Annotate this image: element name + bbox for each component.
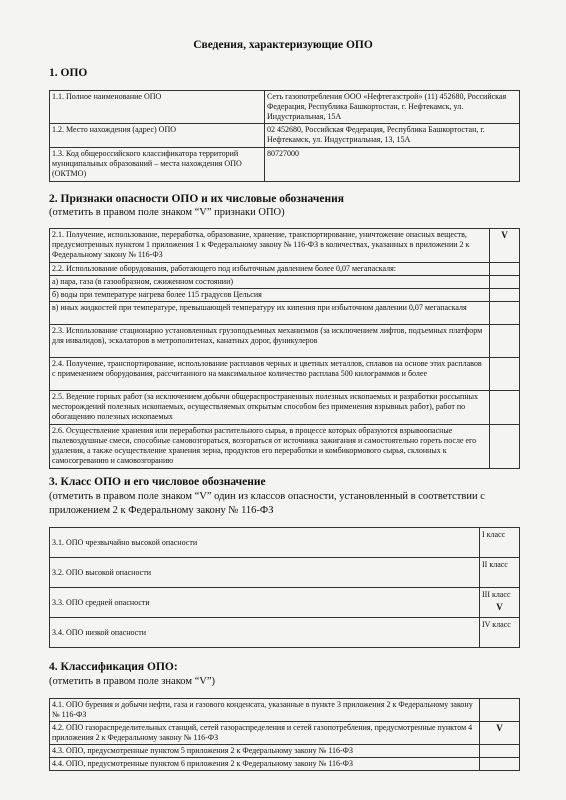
row-text: в) иных жидкостей при температуре, превышающей температуру их кипения при избыточном давлении 0,07 мегапаскаля — [50, 302, 490, 325]
check-mark — [490, 276, 520, 289]
row-text: 2.2. Использование оборудования, работающего под избыточным давлением более 0,07 мегапаскаля: — [50, 263, 490, 276]
table-row — [50, 528, 520, 558]
row-text: 2.1. Получение, использование, переработка, образование, хранение, транспортирование, уничтожение опасных веществ, предусмотренных пунктом 1 приложения 1 к Федеральному закону № 116-ФЗ в количествах, указанных в приложении 2 к Федеральному закону № 116-ФЗ — [50, 229, 490, 263]
section-2-table — [49, 228, 520, 469]
table-row — [50, 263, 520, 276]
row-label: 1.2. Место нахождения (адрес) ОПО — [50, 124, 265, 148]
row-text: 4.3. ОПО, предусмотренные пунктом 5 приложения 2 к Федеральному закону № 116-ФЗ — [50, 745, 480, 758]
check-mark — [490, 263, 520, 276]
row-text: б) воды при температуре нагрева более 115 градусов Цельсия — [50, 289, 490, 302]
table-row — [50, 358, 520, 391]
row-text: 4.2. ОПО газораспределительных станций, сетей газораспределения и сетей газопотребления, предусмотренные пунктом 4 приложения 2 к Федеральному закону № 116-ФЗ — [50, 722, 480, 745]
row-text: 2.4. Получение, транспортирование, использование расплавов черных и цветных металлов, сплавов на основе этих расплавов с применением оборудования, рассчитанного на максимальное количество расплава 500 килограммов и более — [50, 358, 490, 391]
class-label: II класс — [482, 560, 508, 569]
table-row — [50, 558, 520, 588]
table-row — [50, 325, 520, 358]
table-row — [50, 618, 520, 648]
class-label: I класс — [482, 530, 506, 539]
row-text: 3.2. ОПО высокой опасности — [50, 558, 480, 588]
row-text: 4.4. ОПО, предусмотренные пунктом 6 приложения 2 к Федеральному закону № 116-ФЗ — [50, 758, 480, 771]
row-text: 2.6. Осуществление хранения или переработки растительного сырья, в процессе которых образуются взрывоопасные пылевоздушные смеси, способные самовозгораться, возгораться от источника зажигания и самостоятельно гореть после его удаления, а также осуществление хранения зерна, продуктов его переработки и комбикормового сырья, склонных к самосогреванию и самовозгоранию — [50, 425, 490, 469]
table-row — [50, 699, 520, 722]
check-mark: V — [496, 602, 503, 612]
section-3-heading: 3. Класс ОПО и его числовое обозначение — [49, 476, 266, 488]
class-cell — [480, 618, 520, 648]
document-title: Сведения, характеризующие ОПО — [193, 39, 373, 51]
check-mark — [480, 745, 520, 758]
row-value: 02 452680, Российская Федерация, Республика Башкортостан, г. Нефтекамск, ул. Индустриальная, 13, 15А — [265, 124, 520, 148]
row-text: 3.3. ОПО средней опасности — [50, 588, 480, 618]
row-label: 1.3. Код общероссийского классификатора территорий муниципальных образований – места нахождения ОПО (ОКТМО) — [50, 148, 265, 182]
table-row — [50, 91, 520, 124]
row-value: 80727000 — [265, 148, 520, 182]
check-mark — [490, 425, 520, 469]
check-mark: V — [490, 229, 520, 263]
table-row — [50, 745, 520, 758]
section-2-subtitle: (отметить в правом поле знаком “V” признаки ОПО) — [49, 207, 285, 218]
class-cell — [480, 588, 520, 618]
check-mark — [480, 758, 520, 771]
row-text: 3.4. ОПО низкой опасности — [50, 618, 480, 648]
section-4-table — [49, 698, 520, 771]
check-mark — [490, 358, 520, 391]
table-row — [50, 289, 520, 302]
table-row — [50, 302, 520, 325]
check-mark — [490, 302, 520, 325]
row-label: 1.1. Полное наименование ОПО — [50, 91, 265, 124]
section-4-subtitle: (отметить в правом поле знаком “V”) — [49, 676, 216, 687]
class-cell — [480, 558, 520, 588]
row-text: а) пара, газа (в газообразном, сжиженном состоянии) — [50, 276, 490, 289]
table-row — [50, 148, 520, 182]
row-text: 3.1. ОПО чрезвычайно высокой опасности — [50, 528, 480, 558]
class-label: III класс — [482, 590, 511, 599]
check-mark — [480, 699, 520, 722]
section-3-table — [49, 527, 520, 648]
table-row — [50, 391, 520, 425]
section-2-heading: 2. Признаки опасности ОПО и их числовые обозначения — [49, 193, 344, 205]
class-label: IV класс — [482, 620, 511, 629]
check-mark — [490, 289, 520, 302]
row-text: 4.1. ОПО бурения и добычи нефти, газа и газового конденсата, указанные в пункте 3 приложения 2 к Федеральному закону № 116-ФЗ — [50, 699, 480, 722]
table-row — [50, 425, 520, 469]
table-row — [50, 722, 520, 745]
check-mark — [490, 391, 520, 425]
row-value: Сеть газопотребления ООО «Нефтегазстрой» (11) 452680, Российская Федерация, Республика Башкортостан, г. Нефтекамск, ул. Индустриальная, 15А — [265, 91, 520, 124]
section-1-table — [49, 90, 520, 182]
section-3-subtitle: (отметить в правом поле знаком “V” один из классов опасности, установленный в соответствии с приложением 2 к Федеральному закону № 116-ФЗ — [49, 491, 485, 516]
section-1-heading: 1. ОПО — [49, 67, 88, 79]
check-mark: V — [480, 722, 520, 745]
table-row — [50, 124, 520, 148]
check-mark — [490, 325, 520, 358]
table-row — [50, 758, 520, 771]
row-text: 2.3. Использование стационарно установленных грузоподъемных механизмов (за исключением лифтов, подъемных платформ для инвалидов), эскалаторов в метрополитенах, канатных дорог, фуникулеров — [50, 325, 490, 358]
table-row — [50, 588, 520, 618]
row-text: 2.5. Ведение горных работ (за исключением добычи общераспространенных полезных ископаемых и разработки россыпных месторождений полезных ископаемых, осуществляемых открытым способом без применения взрывных работ), работ по обогащению полезных ископаемых — [50, 391, 490, 425]
table-row — [50, 276, 520, 289]
table-row — [50, 229, 520, 263]
section-4-heading: 4. Классификация ОПО: — [49, 661, 178, 673]
class-cell — [480, 528, 520, 558]
